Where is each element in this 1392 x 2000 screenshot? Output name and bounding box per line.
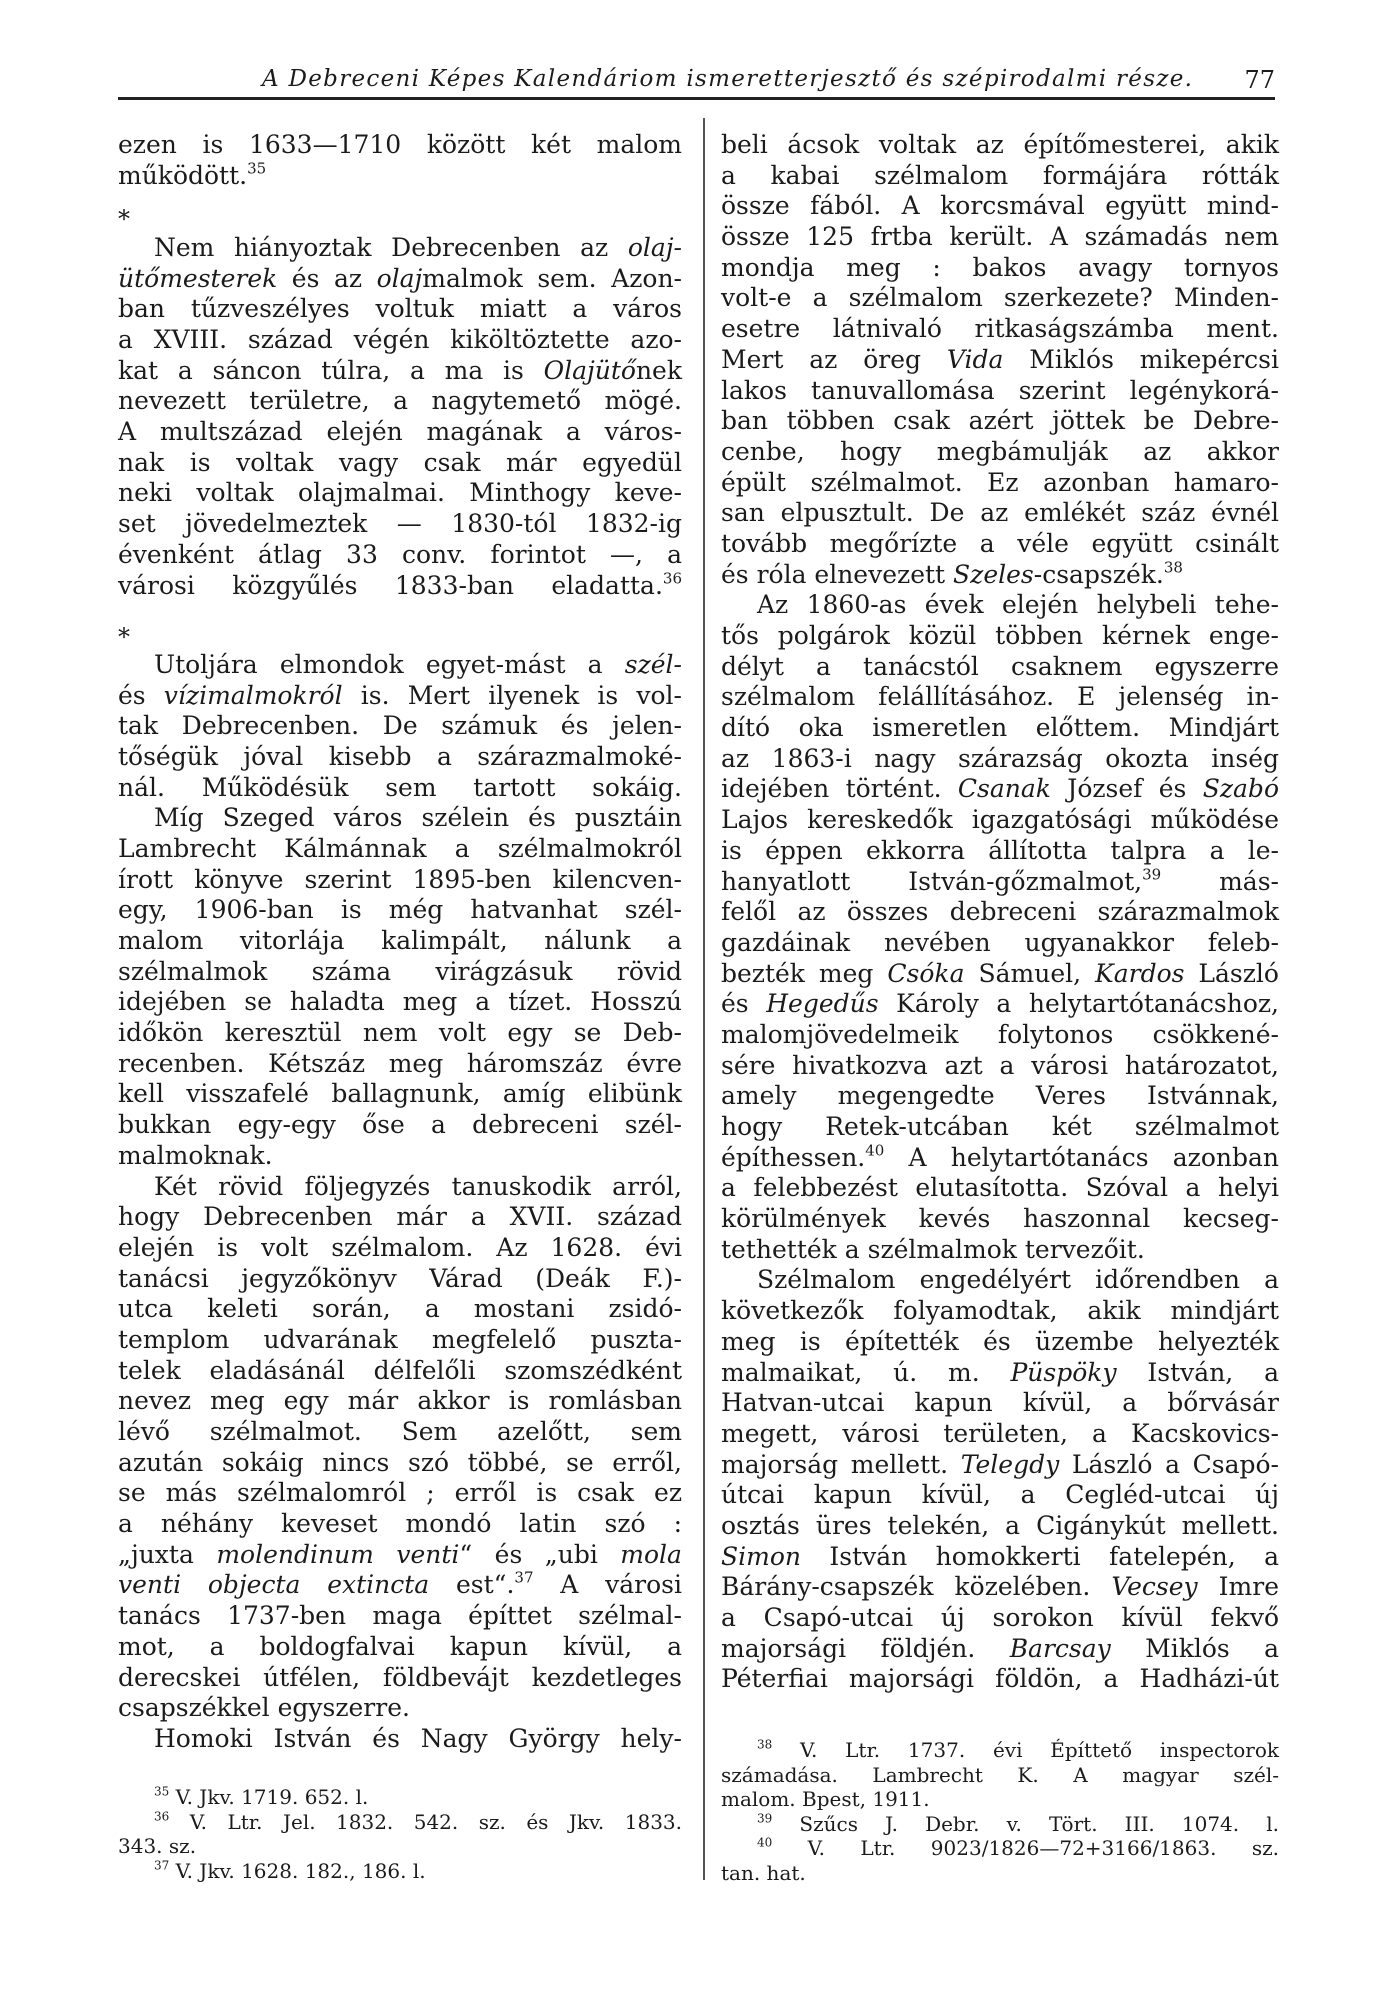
text-line [721,253,1279,284]
text-line [118,742,682,773]
text-segment: “ és „ubi [459,1539,621,1569]
text-line [118,895,682,926]
left-footnotes [118,1785,682,1883]
text-line [721,774,1279,805]
text-segment: és az [277,263,377,293]
text-segment: Lambrecht Kálmánnak a szélmalmokról [118,833,682,863]
text-line [721,1388,1279,1419]
text-line [721,468,1279,499]
text-segment: tan. hat. [721,1860,806,1885]
text-segment: malmaikat, ú. m. [721,1357,1011,1387]
text-segment: tanácsi jegyzőkönyv Várad (Deák F.)- [118,1263,682,1293]
text-line [721,897,1279,928]
text-segment: építhessen. [721,1142,866,1172]
italic-text: Vecsey [1111,1572,1198,1602]
text-line [721,1020,1279,1051]
text-line [721,959,1279,990]
text-line [721,406,1279,437]
text-segment: Lajos kereskedők igazgatósági működése [721,805,1279,835]
text-segment: is. Mert ilyenek is vol- [342,680,682,710]
text-segment: László a Csapó- [1059,1449,1279,1479]
text-segment: Mert az öreg [721,344,947,374]
text-segment: elején is volt szélmalom. Az 1628. évi [118,1232,682,1262]
text-segment: István homokkerti fatelepén, a [800,1541,1279,1571]
text-segment: Miklós a [1110,1633,1279,1663]
text-segment: bukkan egy-egy őse a debreceni szél- [118,1110,682,1140]
text-segment: sére hivatkozva azt a városi határozatot, [721,1050,1279,1080]
text-line [721,1358,1279,1389]
footnote-reference: 35 [247,159,267,178]
text-line [721,130,1279,161]
text-segment: meg is építették és üzembe helyezték [721,1326,1279,1356]
text-line [118,773,682,804]
right-footnotes [721,1738,1279,1886]
italic-text: molendinum venti [216,1539,460,1569]
text-segment: malomjövedelmeik folytonos csökkené- [721,1019,1279,1049]
text-line [118,1264,682,1295]
text-line [118,1325,682,1356]
text-line [721,928,1279,959]
text-line [118,478,682,509]
text-segment: bezték meg [721,958,888,988]
text-line [118,540,682,571]
left-column [118,130,682,1755]
text-line [118,1417,682,1448]
footnote-line [118,1834,682,1859]
text-line [721,1051,1279,1082]
text-segment: megett, városi területen, a Kacskovics- [721,1418,1279,1448]
text-segment: ban tűzveszélyes voltuk miatt a város [118,294,682,324]
footnote-reference: 39 [757,1811,773,1826]
text-segment: templom udvarának megfelelő puszta- [118,1324,682,1354]
text-line [721,1664,1279,1695]
text-segment: Az 1860-as évek elején helybeli tehe- [757,590,1279,620]
text-segment: tanács 1737-ben maga építtet szélmal- [118,1601,682,1631]
text-segment: amely megengedte Veres Istvánnak, [721,1081,1279,1111]
text-segment: Míg Szeged város szélein és pusztáin [154,803,682,833]
text-line [118,325,682,356]
italic-text: vízimalmokról [163,680,343,710]
text-segment: V. Jkv. 1719. 652. l. [169,1785,369,1809]
text-line [721,345,1279,376]
footnote-line [118,1810,682,1835]
text-line [721,1173,1279,1204]
text-line [721,1511,1279,1542]
text-line [721,283,1279,314]
italic-text: Hegedűs [766,989,879,1019]
text-segment: kat a sáncon túlra, a ma is [118,355,544,385]
text-line [721,529,1279,560]
text-segment: dító oka ismeretlen előttem. Mindjárt [721,713,1279,743]
text-segment: nevezett területre, a nagytemető mögé. [118,386,682,416]
text-line [118,1233,682,1264]
italic-text: Szabó [1202,774,1279,804]
text-segment: V. Jkv. 1628. 182., 186. l. [169,1858,426,1883]
text-line [721,1081,1279,1112]
text-segment: írott könyve szerint 1895-ben kilencven- [118,864,682,894]
footnote-line [721,1763,1279,1788]
italic-text: Telegdy [960,1449,1060,1479]
text-segment: gazdáinak nevében ugyanakkor feleb- [721,927,1279,957]
text-segment: kell visszafelé ballagnunk, amíg elibünk [118,1079,682,1109]
text-segment: mot, a boldogfalvai kapun kívül, a [118,1631,682,1661]
text-line [721,314,1279,345]
running-header-title: A Debreceni Képes Kalendáriom ismeretterjesztő és szépirodalmi része. [262,66,1194,92]
text-line [118,1356,682,1387]
text-segment: osztás üres telekén, a Cigánykút mellett. [721,1510,1279,1540]
text-segment: a felebbezést elutasította. Szóval a helyi [721,1173,1279,1203]
text-segment: lakos tanuvallomása szerint legénykorá- [721,375,1279,405]
footnote-reference: 38 [757,1737,773,1752]
italic-text: Vida [946,344,1004,374]
footnote-line [721,1738,1279,1763]
italic-text: Simon [721,1541,801,1571]
column-divider [703,118,705,1880]
text-segment: és róla elnevezett [721,559,954,589]
text-segment: egy, 1906-ban is még hatvanhat szél- [118,895,682,925]
text-segment: ban többen csak azért jöttek be Debre- [721,406,1279,436]
text-segment: set jövedelmeztek — 1830-tól 1832-ig [118,509,682,539]
text-segment: hogy Retek-utcában két szélmalmot [721,1112,1279,1141]
text-segment: útcai kapun kívül, a Cegléd-utcai új [721,1480,1279,1510]
text-line [721,1450,1279,1481]
text-line [118,1172,682,1203]
text-line [721,621,1279,652]
text-segment: tőségük jóval kisebb a szárazmalmoké- [118,741,682,771]
text-line [118,711,682,742]
text-segment: lévő szélmalmot. Sem azelőtt, sem [118,1417,682,1446]
footnote-reference: 38 [1163,558,1183,577]
text-segment: cenbe, hogy megbámulják az akkor [721,436,1279,466]
page-number: 77 [1244,66,1275,94]
text-segment: épült szélmalmot. Ez azonban hamaro- [721,467,1279,497]
text-segment: Homoki István és Nagy György hely- [154,1723,682,1753]
text-line [721,1419,1279,1450]
text-segment: működött. [118,160,248,190]
text-line [118,356,682,387]
text-segment: is éppen ekkorra állította talpra a le- [721,835,1279,865]
text-segment: Sámuel, [964,958,1096,988]
text-segment: esetre látnivaló ritkaságszámba ment. [721,314,1279,344]
text-line [721,682,1279,713]
text-line [118,681,682,712]
text-segment: Nem hiányoztak Debrecenben az [154,232,628,262]
text-line [118,957,682,988]
text-segment: V. Ltr. 9023/1826—72+3166/1863. sz. [772,1836,1279,1861]
text-line [118,1663,682,1694]
text-segment: tovább megőrízte a véle együtt csinált [721,528,1279,558]
text-line [118,1509,682,1540]
italic-text: olaj [376,263,423,293]
footnote-reference: 36 [662,569,682,588]
text-line [118,161,682,192]
text-line [118,294,682,325]
text-segment: malmoknak. [118,1140,273,1170]
text-segment: recenben. Kétszáz meg háromszáz évre [118,1048,682,1078]
text-segment: telek eladásánál délfelőli szomszédként [118,1355,682,1385]
footnote-reference: 40 [865,1141,885,1160]
text-segment: derecskei útfélen, földbevájt kezdetleges [118,1662,682,1692]
text-line [118,1386,682,1417]
text-segment: „juxta [118,1539,217,1569]
section-separator-star: * [118,205,130,234]
text-line [118,1018,682,1049]
text-line [721,191,1279,222]
italic-text: Szeles [953,559,1034,589]
text-segment: A városi [533,1570,682,1600]
italic-text: Csóka [887,958,965,988]
running-header [118,66,1275,96]
footnote-reference: 37 [154,1858,170,1873]
text-segment: V. Ltr. 1737. évi Építtető inspectorok [772,1738,1279,1762]
text-line [118,1079,682,1110]
text-segment: Két rövid följegyzés tanuskodik arról, [154,1171,682,1201]
text-segment: A multszázad elején magának a város- [118,417,682,447]
text-line [118,1693,682,1724]
text-line [721,590,1279,621]
text-segment: nál. Működésük sem tartott sokáig. [118,772,682,802]
text-line [721,805,1279,836]
text-segment: más- [1161,866,1279,896]
text-line [118,417,682,448]
text-segment: A helytartótanács azonban [884,1142,1279,1172]
text-segment: volt-e a szélmalom szerkezete? Minden- [721,283,1279,313]
text-line [721,989,1279,1020]
text-line [721,652,1279,683]
text-line [721,1143,1279,1174]
text-segment: és [721,989,767,1019]
text-segment: felől az összes debreceni szárazmalmok [721,897,1279,927]
text-line [118,803,682,834]
text-segment: azután sokáig nincs szó többé, se erről, [118,1447,682,1477]
text-segment: Károly a helytartótanácshoz, [878,989,1279,1019]
text-segment: szélmalom felállításához. E jelenség in- [721,682,1279,712]
text-line [721,1235,1279,1266]
text-segment: a néhány keveset mondó latin szó : [118,1509,682,1539]
text-segment: szélmalmok száma virágzásuk rövid [118,956,682,986]
italic-text: venti objecta extincta [118,1570,430,1600]
text-segment: körülmények kevés haszonnal kecseg- [721,1204,1279,1234]
italic-text: olaj- [627,232,682,262]
text-segment: -csapszék. [1033,559,1164,589]
text-segment: Hatvan-utcai kapun kívül, a bőrvásár [721,1388,1279,1418]
text-line [118,448,682,479]
section-separator-star: * [118,623,130,652]
text-segment: V. Ltr. Jel. 1832. 542. sz. és Jkv. 1833. [169,1809,682,1834]
text-segment: hanyatlott István-gőzmalmot, [721,866,1143,896]
text-segment: László [1184,958,1279,988]
italic-text: Barcsay [1009,1633,1111,1663]
text-segment: Miklós mikepércsi [1003,344,1280,374]
italic-text: Püspöky [1010,1357,1117,1387]
text-line [721,713,1279,744]
text-segment: beli ácsok voltak az építőmesterei, akik [721,130,1279,159]
text-segment: utca keleti során, a mostani zsidó- [118,1294,682,1324]
text-line [118,1601,682,1632]
text-line [118,386,682,417]
text-line [118,1049,682,1080]
text-segment: nak is voltak vagy csak már egyedül [118,447,682,477]
text-segment: az 1863-i nagy szárazság okozta inség [721,743,1279,773]
text-line [721,1634,1279,1665]
text-segment: Imre [1197,1572,1280,1602]
text-line [721,1480,1279,1511]
text-line [721,1296,1279,1327]
text-line [118,650,682,681]
text-segment: a kabai szélmalom formájára rótták [721,160,1279,190]
text-segment: hogy Debrecenben már a XVII. század [118,1202,682,1232]
text-line [721,867,1279,898]
italic-text: szél- [624,649,682,679]
text-segment: tős polgárok közül többen kérnek enge- [721,621,1279,650]
text-line [721,744,1279,775]
text-line [118,130,682,161]
text-line [721,1603,1279,1634]
text-line [118,1202,682,1233]
text-segment: san elpusztult. De az emlékét száz évnél [721,498,1279,528]
footnote-reference: 40 [757,1835,773,1850]
text-line [118,926,682,957]
italic-text: Kardos [1095,958,1185,988]
text-segment: malmok sem. Azon- [422,263,682,293]
right-column [721,130,1279,1695]
text-segment: évenként átlag 33 conv. forintot —, a [118,539,682,569]
text-line [118,1448,682,1479]
text-line [721,498,1279,529]
text-segment: idejében se haladta meg a tízet. Hosszú [118,987,682,1017]
text-line [118,1570,682,1601]
text-line [721,222,1279,253]
text-segment: tethették a szélmalmok tervezőit. [721,1234,1145,1264]
footnote-reference: 37 [514,1568,534,1587]
text-segment: időkön keresztül nem volt egy se Deb- [118,1018,682,1048]
text-segment: majorsági földjén. [721,1633,1010,1663]
text-segment: est“. [429,1570,515,1600]
text-line [721,376,1279,407]
footnote-reference: 36 [154,1809,170,1824]
text-segment: következők folyamodtak, akik mindjárt [721,1296,1279,1326]
text-segment: tak Debrecenben. De számuk és jelen- [118,711,682,741]
italic-text: Csanak [957,774,1051,804]
text-segment: malom vitorlája kalimpált, nálunk a [118,926,682,955]
text-segment: Szélmalom engedélyért időrendben a [757,1265,1279,1295]
text-segment: városi közgyűlés 1833-ban eladatta. [118,570,663,600]
text-line [118,987,682,1018]
text-line [721,1327,1279,1358]
text-line [721,437,1279,468]
text-line [118,1724,682,1755]
text-line [721,836,1279,867]
text-segment: se más szélmalomról ; erről is csak ez [118,1478,682,1508]
footnote-line [721,1812,1279,1837]
text-segment: majorság mellett. [721,1449,961,1479]
text-segment: malom. Bpest, 1911. [721,1787,930,1812]
text-line [721,161,1279,192]
text-line [118,509,682,540]
italic-text: mola [620,1539,682,1569]
text-segment: István, a [1116,1357,1279,1387]
text-segment: össze 125 frtba került. A számadás nem [721,222,1279,252]
text-segment: Szűcs J. Debr. v. Tört. III. 1074. l. [772,1811,1279,1836]
italic-text: Olajütő [543,355,636,385]
footnote-line [721,1787,1279,1812]
text-line [118,264,682,295]
text-segment: mondja meg : bakos avagy tornyos [721,252,1279,282]
header-rule [118,97,1275,100]
text-line [118,1110,682,1141]
text-line [118,1478,682,1509]
text-segment: Péterfiai majorsági földön, a Hadházi-út [721,1664,1279,1694]
text-line [118,571,682,602]
text-line [118,1294,682,1325]
text-line [118,834,682,865]
text-line [721,1204,1279,1235]
text-line [721,560,1279,591]
footnote-line [118,1785,682,1810]
text-segment: és [118,680,164,710]
footnote-line [118,1859,682,1884]
text-line [721,1112,1279,1143]
text-segment: számadása. Lambrecht K. A magyar szél- [721,1762,1279,1787]
text-line [118,233,682,264]
text-segment: neki voltak olajmalmai. Minthogy keve- [118,478,682,508]
text-segment: ezen is 1633—1710 között két malom [118,130,682,159]
italic-text: ütőmesterek [118,263,278,293]
text-segment: a XVIII. század végén kiköltöztette azo- [118,325,682,355]
text-line [118,1141,682,1172]
text-segment: 343. sz. [118,1834,197,1859]
text-line [721,1572,1279,1603]
text-line [118,1632,682,1663]
text-segment: Bárány-csapszék közelében. [721,1572,1112,1602]
text-segment: József és [1050,774,1203,804]
text-segment: csapszékkel egyszerre. [118,1693,410,1723]
text-segment: nek [635,355,682,385]
text-segment: délyt a tanácstól csaknem egyszerre [721,651,1279,681]
text-line [721,1542,1279,1573]
text-line [118,1540,682,1571]
text-segment: idejében történt. [721,774,958,804]
footnote-reference: 35 [154,1784,170,1799]
text-line [721,1265,1279,1296]
footnote-reference: 39 [1142,865,1162,883]
text-segment: össze fából. A korcsmával együtt mind- [721,191,1279,221]
footnote-line [721,1836,1279,1861]
text-segment: a Csapó-utcai új sorokon kívül fekvő [721,1603,1279,1632]
text-line [118,865,682,896]
footnote-line [721,1861,1279,1886]
text-segment: nevez meg egy már akkor is romlásban [118,1386,682,1416]
text-segment: Utoljára elmondok egyet-mást a [154,649,625,679]
